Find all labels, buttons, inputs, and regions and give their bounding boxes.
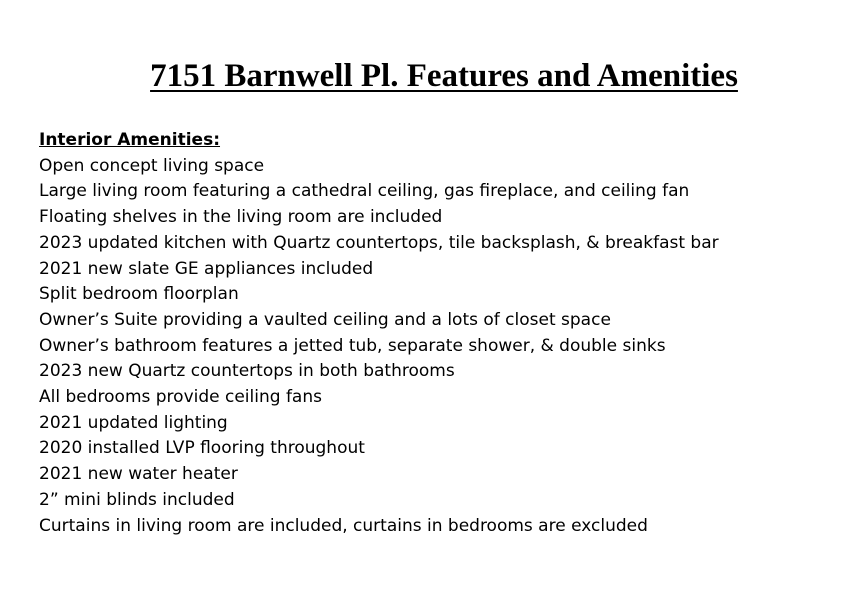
amenities-list <box>39 154 839 540</box>
document-title: 7151 Barnwell Pl. Features and Amenities <box>150 58 738 94</box>
list-item: Large living room featuring a cathedral ceiling, gas fireplace, and ceiling fan <box>39 181 690 202</box>
section-heading: Interior Amenities: <box>39 130 221 150</box>
list-item: Owner’s bathroom features a jetted tub, separate shower, & double sinks <box>39 335 666 356</box>
interior-amenities-section <box>39 128 839 539</box>
list-item: Curtains in living room are included, curtains in bedrooms are excluded <box>39 515 648 536</box>
list-item: Open concept living space <box>39 155 265 176</box>
list-item: 2020 installed LVP flooring throughout <box>39 438 365 459</box>
list-item: Floating shelves in the living room are included <box>39 207 443 228</box>
list-item: Owner’s Suite providing a vaulted ceiling and a lots of closet space <box>39 309 611 330</box>
list-item: 2021 updated lighting <box>39 412 228 433</box>
list-item: 2023 updated kitchen with Quartz countertops, tile backsplash, & breakfast bar <box>39 232 719 253</box>
list-item: 2023 new Quartz countertops in both bathrooms <box>39 361 455 382</box>
list-item: All bedrooms provide ceiling fans <box>39 387 322 408</box>
list-item: 2021 new water heater <box>39 464 238 485</box>
list-item: 2” mini blinds included <box>39 489 235 510</box>
list-item: Split bedroom floorplan <box>39 284 239 305</box>
list-item: 2021 new slate GE appliances included <box>39 258 374 279</box>
